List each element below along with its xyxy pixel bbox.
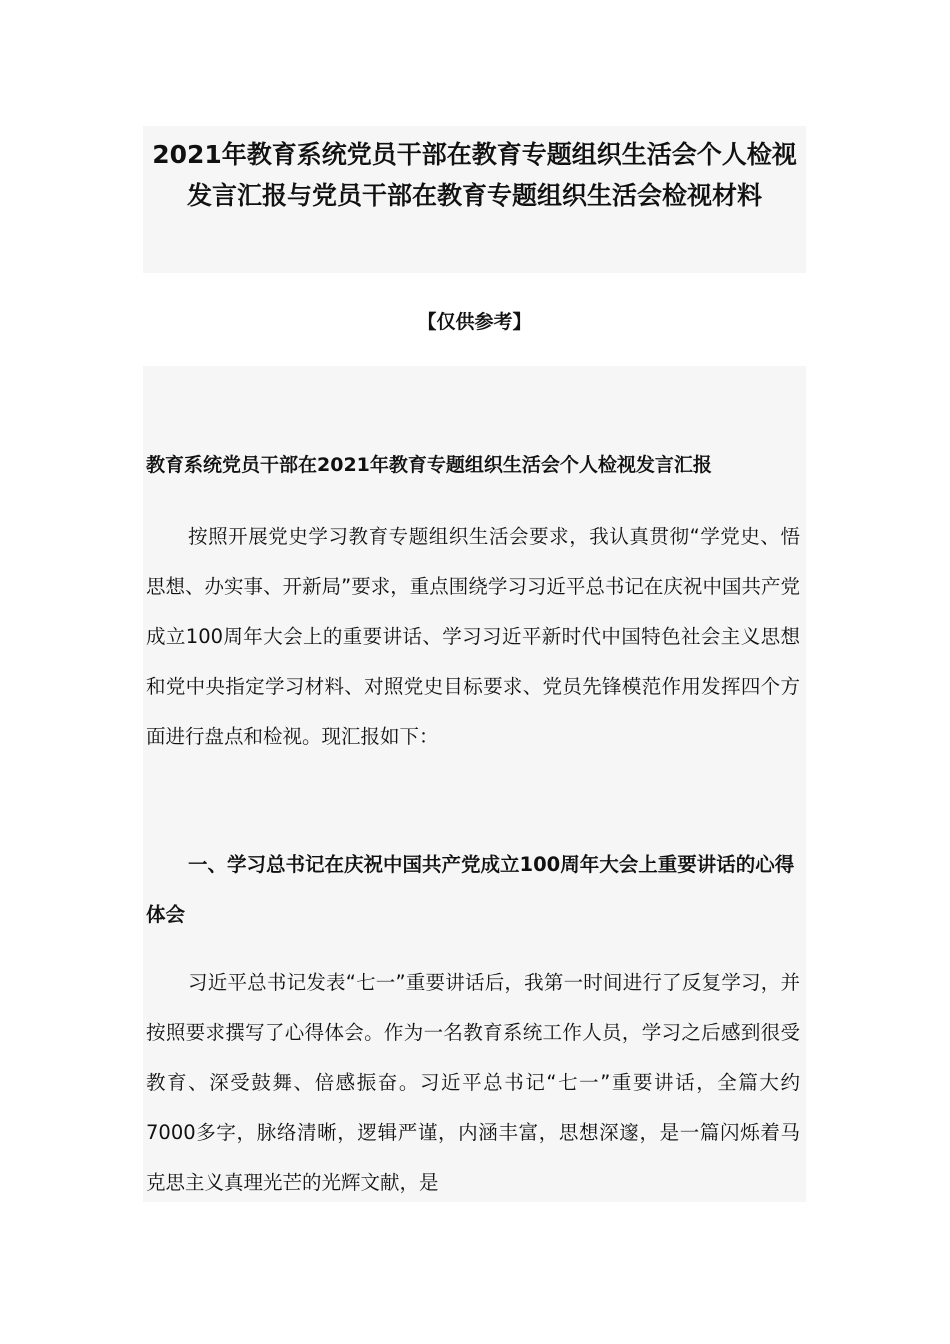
body-paragraph: 习近平总书记发表“七一”重要讲话后，我第一时间进行了反复学习，并按照要求撰写了心得体会。作为一名教育系统工作人员，学习之后感到很受教育、深受鼓舞、倍感振奋。习近平总书记“七一”重要讲话，全篇大约7000多字，脉络清晰，逻辑严谨，内涵丰富，思想深邃，是一篇闪烁着马克思主义真理光芒的光辉文献，是 [146,971,800,1194]
reference-note: 【仅供参考】 [417,311,532,333]
section-heading: 一、学习总书记在庆祝中国共产党成立100周年大会上重要讲话的心得体会 [146,853,795,926]
report-heading: 教育系统党员干部在2021年教育专题组织生活会个人检视发言汇报 [146,454,712,476]
document-body [143,366,806,1202]
document-title: 2021年教育系统党员干部在教育专题组织生活会个人检视发言汇报与党员干部在教育专题组织生活会检视材料 [152,140,797,210]
title-block [143,126,806,273]
body-paragraph: 按照开展党史学习教育专题组织生活会要求，我认真贯彻“学党史、悟思想、办实事、开新局”要求，重点围绕学习习近平总书记在庆祝中国共产党成立100周年大会上的重要讲话、学习习近平新时代中国特色社会主义思想和党中央指定学习材料、对照党史目标要求、党员先锋模范作用发挥四个方面进行盘点和检视。现汇报如下： [146,525,800,748]
